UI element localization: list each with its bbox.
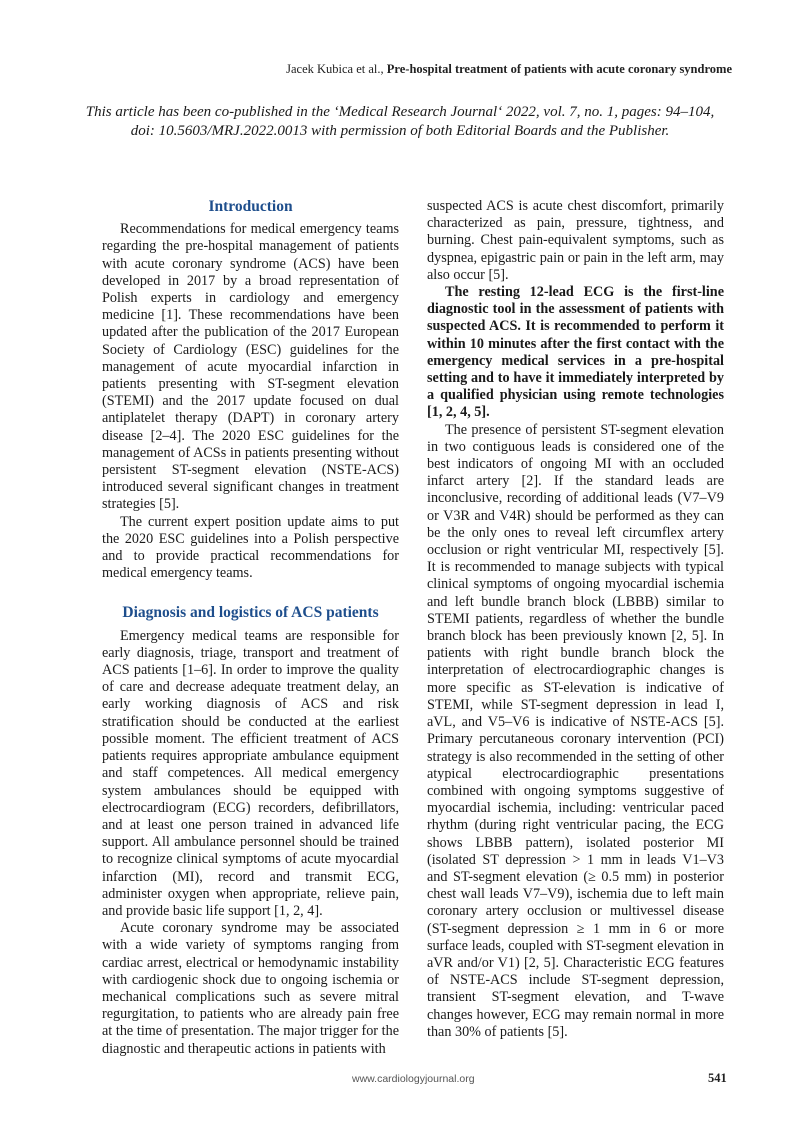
paragraph: Recommendations for medical emergency teams regarding the pre-hospital management of patients with acute coronary syndrome (ACS) have been developed in 2017 by a broad representation of Polish experts in cardiology and emergency medicine [1]. These recommendations have been updated after the publication of the 2017 European Society of Cardiology (ESC) guidelines for the management of acute myocardial infarction in patients presenting with ST-segment elevation (STEMI) and the 2017 update focused on dual antiplatelet therapy (DAPT) in coronary artery disease [2–4]. The 2020 ESC guidelines for the management of ACSs in patients presenting without persistent ST-segment elevation (NSTE-ACS) introduced several significant changes in treatment strategies [5].	[102, 221, 399, 513]
section-heading-diagnosis: Diagnosis and logistics of ACS patients	[122, 604, 379, 622]
recommendation-paragraph: The resting 12-lead ECG is the first-line diagnostic tool in the assessment of patients with suspected ACS. It is recommended to perform it within 10 minutes after the first contact with the emergency medical services in a pre-hospital setting and to have it immediately interpreted by a qualified physician using remote technologies [1, 2, 4, 5].	[427, 284, 724, 421]
paragraph: suspected ACS is acute chest discomfort, primarily characterized as pain, pressure, tightness, and burning. Chest pain-equivalent symptoms, such as dyspnea, epigastric pain or pain in the left arm, may also occur [5].	[427, 198, 724, 283]
copublication-note	[60, 103, 740, 141]
copublication-line-1: This article has been co-published in the ‘Medical Research Journal‘ 2022, vol. 7, no. 1, pages: 94–104,	[85, 104, 715, 120]
footer-url: www.cardiologyjournal.org	[352, 1073, 475, 1085]
page-number: 541	[708, 1071, 727, 1085]
header-article-title: Pre-hospital treatment of patients with acute coronary syndrome	[386, 62, 732, 76]
header-authors: Jacek Kubica et al.,	[286, 62, 384, 76]
paragraph: The presence of persistent ST-segment elevation in two contiguous leads is considered one of the best indicators of ongoing MI with an occluded infarct artery [2]. If the standard leads are inconclusive, recording of additional leads (V7–V9 or V3R and V4R) should be performed as they can be the only ones to reveal left circumflex artery occlusion or right ventricular MI, respectively [5]. It is recommended to manage subjects with typical clinical symptoms of ongoing myocardial ischemia and left bundle branch block (LBBB) similar to STEMI patients, regardless of whether the bundle branch block has been previously known [2, 5]. In patients with right bundle branch block the interpretation of electrocardiographic changes is more specific as ST-elevation is indicative of STEMI, while ST-segment depression in lead I, aVL, and V5–V6 is indicative of NSTE-ACS [5]. Primary percutaneous coronary intervention (PCI) strategy is also recommended in the setting of other atypical electrocardiographic presentations combined with ongoing symptoms suggestive of myocardial ischemia, including: ventricular paced rhythm (during right ventricular pacing, the ECG shows LBBB pattern), isolated posterior MI (isolated ST depression > 1 mm in leads V1–V3 and ST-segment elevation (≥ 0.5 mm) in posterior chest wall leads V7–V9), ischemia due to left main coronary artery occlusion or multivessel disease (ST-segment depression ≥ 1 mm in 6 or more surface leads, coupled with ST-segment elevation in aVR and/or V1) [2, 5]. Characteristic ECG features of NSTE-ACS include ST-segment depression, transient ST-segment elevation, and T-wave changes however, ECG may remain normal in more than 30% of patients [5].	[427, 421, 724, 1040]
running-header	[286, 62, 732, 77]
copublication-line-2: doi: 10.5603/MRJ.2022.0013 with permission of both Editorial Boards and the Publisher.	[130, 123, 670, 139]
right-column	[427, 198, 724, 1041]
paragraph: Emergency medical teams are responsible for early diagnosis, triage, transport and treatment of ACS patients [1–6]. In order to improve the quality of care and decrease adequate treatment delay, an early working diagnosis of ACS and risk stratification should be conducted at the earliest possible moment. The efficient treatment of ACS patients requires appropriate ambulance equipment and staff competences. All medical emergency system ambulances should be equipped with electrocardiogram (ECG) recorders, defibrillators, and at least one person trained in advanced life support. All ambulance personnel should be trained to recognize clinical symptoms of acute myocardial infarction (MI), record and transmit ECG, administer oxygen when appropriate, relieve pain, and provide basic life support [1, 2, 4].	[102, 627, 399, 919]
paragraph: Acute coronary syndrome may be associated with a wide variety of symptoms ranging from cardiac arrest, electrical or hemodynamic instability with cardiogenic shock due to ongoing ischemia or mechanical complications such as severe mitral regurgitation, to patients who are already pain free at the time of presentation. The major trigger for the diagnostic and therapeutic actions in patients with	[102, 920, 399, 1057]
left-column	[102, 198, 399, 1058]
paragraph: The current expert position update aims to put the 2020 ESC guidelines into a Polish perspective and to provide practical recommendations for medical emergency teams.	[102, 513, 399, 582]
section-heading-introduction: Introduction	[208, 198, 293, 215]
